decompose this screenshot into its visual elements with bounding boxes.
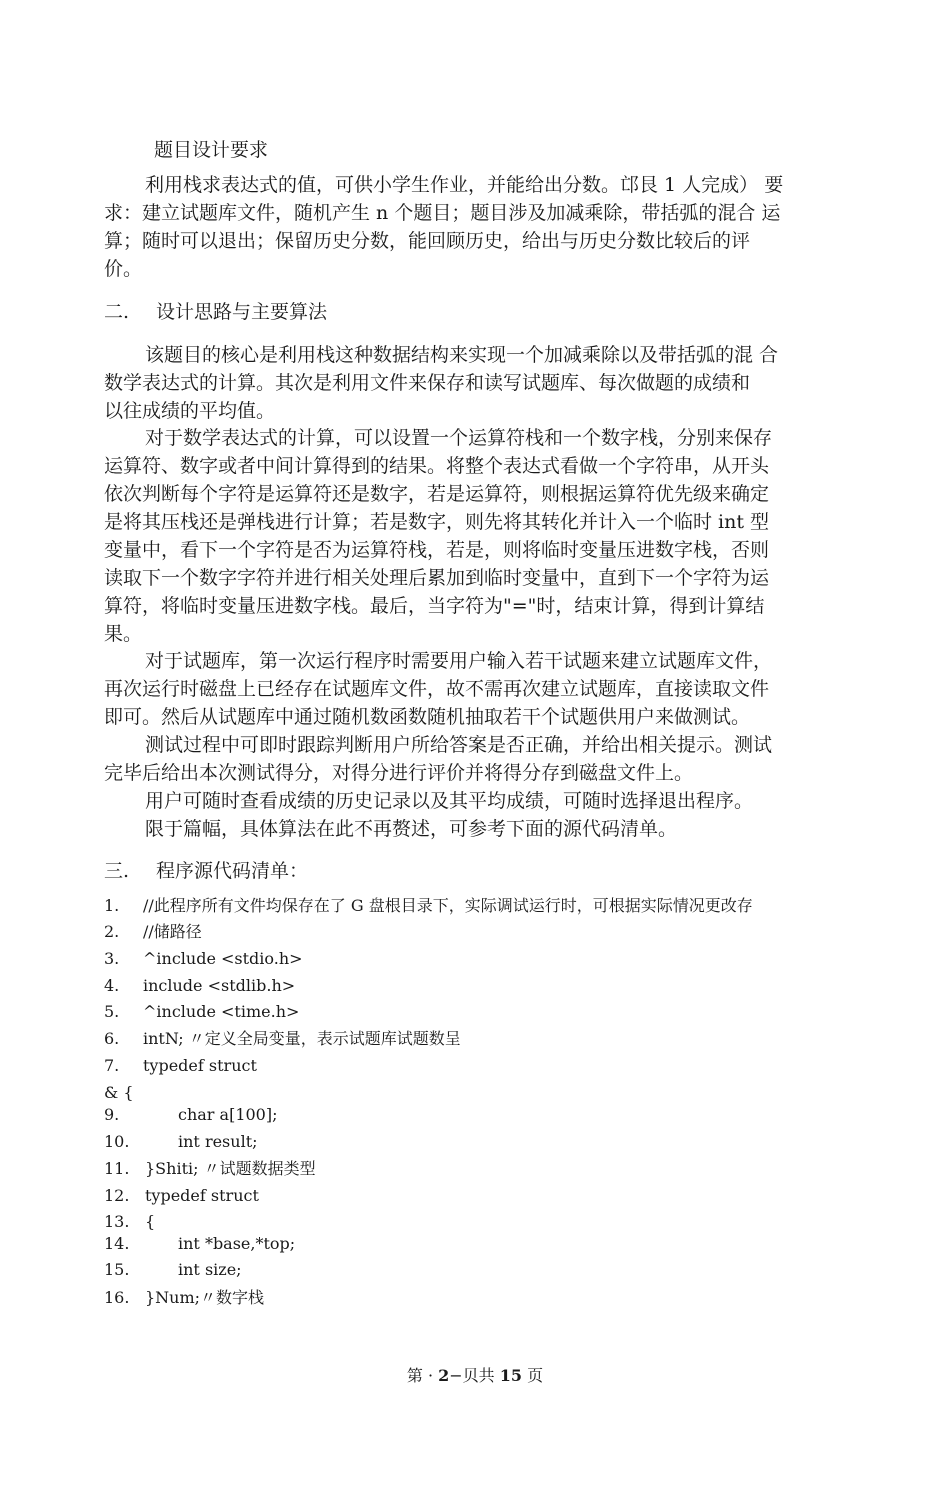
paragraph-line: 对于试题库，第一次运行程序时需要用户输入若干试题来建立试题库文件， xyxy=(145,650,773,672)
code-line-number: 7. xyxy=(104,1056,120,1075)
code-line-number: 5. xyxy=(104,1002,120,1021)
code-line-text: int size; xyxy=(178,1260,242,1279)
paragraph-line: 是将其压栈还是弹栈进行计算；若是数字，则先将其转化并计入一个临时 int 型 xyxy=(104,511,770,533)
code-line-text: ^include <stdio.h> xyxy=(143,949,303,968)
code-line-text: int result; xyxy=(178,1132,258,1151)
code-line-text: intN; 〃定义全局变量，表示试题库试题数呈 xyxy=(143,1029,461,1048)
paragraph-line: 数学表达式的计算。其次是利用文件来保存和读写试题库、每次做题的成绩和 xyxy=(104,372,751,394)
code-line-text: ^include <time.h> xyxy=(143,1002,300,1021)
code-line-number: 1. xyxy=(104,896,120,915)
paragraph-line: 再次运行时磁盘上已经存在试题库文件，故不需再次建立试题库，直接读取文件 xyxy=(104,678,770,700)
page-footer xyxy=(0,1365,950,1387)
paragraph-line: 依次判断每个字符是运算符还是数字，若是运算符，则根据运算符优先级来确定 xyxy=(104,483,770,505)
footer-suffix: 页 xyxy=(522,1366,544,1385)
code-line-number: 13. xyxy=(104,1212,130,1231)
paragraph-line: 完毕后给出本次测试得分，对得分进行评价并将得分存到磁盘文件上。 xyxy=(104,762,694,784)
code-line-number: 15. xyxy=(104,1260,130,1279)
code-line-number: 6. xyxy=(104,1029,120,1048)
paragraph-line: 该题目的核心是利用栈这种数据结构来实现一个加减乘除以及带括弧的混 合 xyxy=(145,344,779,366)
requirements-heading: 题目设计要求 xyxy=(154,139,269,161)
code-line-number: 11. xyxy=(104,1159,130,1178)
section2-title: 设计思路与主要算法 xyxy=(156,301,328,323)
code-line-number: 12. xyxy=(104,1186,130,1205)
code-line-number: 16. xyxy=(104,1288,130,1307)
paragraph-line: 测试过程中可即时跟踪判断用户所给答案是否正确，并给出相关提示。测试 xyxy=(145,734,773,756)
code-line-text: int *base,*top; xyxy=(178,1234,296,1253)
section3-title: 程序源代码清单： xyxy=(156,860,309,882)
requirements-line: 求：建立试题库文件，随机产生 n 个题目；题目涉及加减乘除，带括弧的混合 运 xyxy=(104,202,781,224)
section2-number: 二. xyxy=(104,301,130,323)
footer-total-pages: 15 xyxy=(499,1366,523,1385)
paragraph-line: 限于篇幅，具体算法在此不再赘述，可参考下面的源代码清单。 xyxy=(145,818,678,840)
code-line-text: typedef struct xyxy=(145,1186,259,1205)
code-line-text: typedef struct xyxy=(143,1056,257,1075)
code-line-number: 9. xyxy=(104,1105,120,1124)
code-line-text: }Num;〃数字栈 xyxy=(145,1288,265,1307)
paragraph-line: 读取下一个数字字符并进行相关处理后累加到临时变量中，直到下一个字符为运 xyxy=(104,567,770,589)
requirements-line: 利用栈求表达式的值，可供小学生作业，并能给出分数。邙艮 1 人完成） 要 xyxy=(145,174,784,196)
requirements-line: 价。 xyxy=(104,258,143,280)
code-line-text: }Shiti; 〃试题数据类型 xyxy=(145,1159,316,1178)
code-line-text: { xyxy=(145,1212,156,1231)
code-line-number: 4. xyxy=(104,976,120,995)
paragraph-line: 变量中，看下一个字符是否为运算符栈，若是，则将临时变量压进数字栈，否则 xyxy=(104,539,770,561)
code-line-text: //此程序所有文件均保存在了 G 盘根目录下，实际调试运行时，可根据实际情况更改存 xyxy=(143,896,753,915)
footer-page-number: 2 xyxy=(438,1366,450,1385)
footer-middle: −贝共 xyxy=(449,1366,500,1385)
code-line-text: //储路径 xyxy=(143,922,202,941)
paragraph-line: 运算符、数字或者中间计算得到的结果。将整个表达式看做一个字符串，从开头 xyxy=(104,455,770,477)
code-line-number: 2. xyxy=(104,922,120,941)
code-line-number: 10. xyxy=(104,1132,130,1151)
footer-prefix: 第 · xyxy=(406,1366,439,1385)
code-line-text: include <stdlib.h> xyxy=(143,976,296,995)
paragraph-line: 以往成绩的平均值。 xyxy=(104,400,276,422)
code-line-text: char a[100]; xyxy=(178,1105,278,1124)
section3-number: 三. xyxy=(104,860,130,882)
code-line-number: 14. xyxy=(104,1234,130,1253)
paragraph-line: 果。 xyxy=(104,623,143,645)
code-line-number: & { xyxy=(104,1083,134,1102)
paragraph-line: 算符，将临时变量压进数字栈。最后，当字符为"="时，结束计算，得到计算结 xyxy=(104,595,765,617)
requirements-line: 算；随时可以退出；保留历史分数，能回顾历史，给出与历史分数比较后的评 xyxy=(104,230,751,252)
paragraph-line: 即可。然后从试题库中通过随机数函数随机抽取若干个试题供用户来做测试。 xyxy=(104,706,751,728)
paragraph-line: 对于数学表达式的计算，可以设置一个运算符栈和一个数字栈，分别来保存 xyxy=(145,427,773,449)
code-line-number: 3. xyxy=(104,949,120,968)
paragraph-line: 用户可随时查看成绩的历史记录以及其平均成绩，可随时选择退出程序。 xyxy=(145,790,754,812)
